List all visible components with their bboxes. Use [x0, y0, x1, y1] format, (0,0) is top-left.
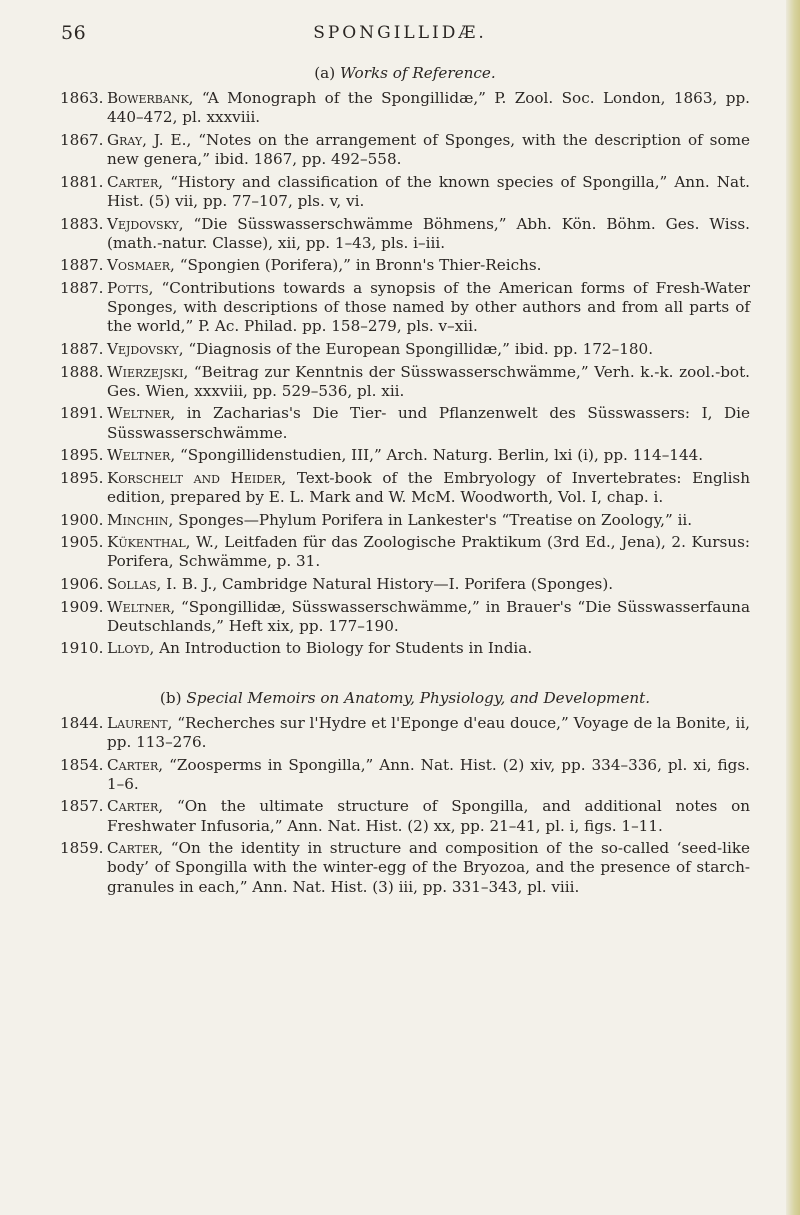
reference-entry [60, 839, 750, 897]
reference-entry [60, 797, 750, 835]
reference-author: Carter, [107, 839, 164, 858]
reference-author: Vosmaer, [107, 256, 175, 275]
section-heading-works-of-reference [60, 64, 750, 83]
reference-text: “Contributions towards a synopsis of the American forms of Fresh-Water Sponges, with descriptions of those named by other authors and from all parts of the world,” P. Ac. Philad. pp. 158–279, pls. v–xii. [107, 278, 751, 336]
reference-author: Korschelt and Heider, [107, 468, 287, 487]
reference-entry [60, 340, 750, 359]
page-number: 56 [61, 22, 87, 44]
reference-entry [60, 173, 750, 211]
reference-text: Leitfaden für das Zoologische Praktikum (3rd Ed., Jena), 2. Kursus: Porifera, Schwämme, p. 31. [107, 533, 751, 571]
reference-year: 1887. [60, 256, 104, 275]
reference-entry [60, 511, 750, 530]
reference-year: 1887. [60, 339, 104, 358]
reference-author: Vejdovsky, [107, 214, 184, 233]
reference-author: Carter, [107, 755, 164, 774]
reference-author: Minchin, [107, 510, 174, 529]
reference-author: Gray, J. E., [107, 131, 192, 149]
reference-text: “Notes on the arrangement of Sponges, with the description of some new genera,” ibid. 1867, pp. 492–558. [107, 131, 751, 169]
reference-entry [60, 639, 750, 658]
reference-text: “Diagnosis of the European Spongillidæ,” ibid. pp. 172–180. [188, 339, 654, 358]
reference-entry [60, 714, 750, 752]
reference-author: Weltner, [107, 404, 176, 423]
reference-year: 1888. [60, 362, 104, 381]
reference-entry [60, 469, 750, 507]
reference-year: 1857. [60, 797, 104, 816]
reference-list-memoirs [60, 714, 750, 897]
reference-entry [60, 404, 750, 442]
reference-text: Cambridge Natural History—I. Porifera (Sponges). [222, 574, 614, 593]
reference-text: “Zoosperms in Spongilla,” Ann. Nat. Hist. (2) xiv, pp. 334–336, pl. xi, figs. 1–6. [107, 755, 751, 793]
reference-author: Vejdovsky, [107, 339, 184, 358]
reference-text: in Zacharias's Die Tier- und Pflanzenwelt des Süsswassers: I, Die Süsswasserschwämme. [107, 404, 751, 442]
reference-text: “Spongillidenstudien, III,” Arch. Naturg. Berlin, lxi (i), pp. 114–144. [179, 446, 704, 465]
reference-entry [60, 279, 750, 337]
reference-year: 1887. [60, 278, 104, 297]
reference-text: “On the ultimate structure of Spongilla, and additional notes on Freshwater Infusoria,” Ann. Nat. Hist. (2) xx, pp. 21–41, pl. i, figs. 1–11. [107, 797, 751, 835]
section-title: Special Memoirs on Anatomy, Physiology, and Development. [186, 688, 651, 707]
reference-entry [60, 756, 750, 794]
reference-entry [60, 575, 750, 594]
reference-author: Weltner, [107, 446, 176, 465]
reference-author: Sollas, I. B. J., [107, 574, 218, 593]
reference-text: “Beitrag zur Kenntnis der Süsswasserschwämme,” Verh. k.-k. zool.-bot. Ges. Wien, xxxviii, pp. 529–536, pl. xii. [107, 362, 751, 400]
running-title: SPONGILLIDÆ. [313, 23, 487, 43]
reference-author: Laurent, [107, 713, 173, 732]
section-title: Works of Reference. [339, 64, 496, 82]
section-heading-special-memoirs [60, 689, 750, 708]
reference-author: Potts, [107, 278, 154, 297]
reference-year: 1891. [60, 404, 104, 423]
reference-entry [60, 598, 750, 636]
reference-year: 1900. [60, 510, 104, 529]
reference-year: 1910. [60, 639, 104, 658]
section-letter: (b) [159, 688, 182, 707]
page-edge [786, 0, 800, 1215]
reference-author: Kükenthal, W., [107, 533, 219, 552]
reference-author: Wierzejski, [107, 362, 189, 381]
reference-text: An Introduction to Biology for Students in India. [159, 639, 533, 658]
reference-year: 1859. [60, 839, 104, 858]
reference-text: Text-book of the Embryology of Invertebrates: English edition, prepared by E. L. Mark and W. McM. Woodworth, Vol. I, chap. i. [107, 468, 751, 506]
reference-year: 1854. [60, 755, 104, 774]
reference-entry [60, 533, 750, 571]
reference-author: Carter, [107, 797, 164, 816]
reference-year: 1883. [60, 214, 104, 233]
reference-text: “Spongien (Porifera),” in Bronn's Thier-Reichs. [179, 256, 542, 275]
reference-text: Sponges—Phylum Porifera in Lankester's “Treatise on Zoology,” ii. [178, 510, 693, 529]
page-content [60, 64, 750, 900]
reference-text: “History and classification of the known species of Spongilla,” Ann. Nat. Hist. (5) vii, pp. 77–107, pls. v, vi. [107, 172, 751, 210]
reference-author: Carter, [107, 172, 164, 191]
reference-text: “A Monograph of the Spongillidæ,” P. Zool. Soc. London, 1863, pp. 440–472, pl. xxxviii. [107, 89, 751, 127]
reference-year: 1906. [60, 574, 104, 593]
reference-entry [60, 256, 750, 275]
reference-year: 1844. [60, 713, 104, 732]
reference-list-works [60, 89, 750, 658]
page-header [0, 22, 800, 48]
reference-author: Bowerbank, [107, 89, 194, 108]
reference-year: 1909. [60, 597, 104, 616]
reference-author: Weltner, [107, 597, 176, 616]
reference-text: “Recherches sur l'Hydre et l'Eponge d'eau douce,” Voyage de la Bonite, ii, pp. 113–276. [107, 713, 751, 751]
reference-text: “Die Süsswasserschwämme Böhmens,” Abh. Kön. Böhm. Ges. Wiss. (math.-natur. Classe), xii, pp. 1–43, pls. i–iii. [107, 214, 751, 252]
reference-entry [60, 446, 750, 465]
reference-year: 1867. [60, 131, 104, 149]
reference-year: 1895. [60, 468, 104, 487]
reference-year: 1881. [60, 172, 104, 191]
reference-year: 1905. [60, 533, 104, 552]
section-letter: (a) [314, 64, 336, 82]
reference-text: “Spongillidæ, Süsswasserschwämme,” in Brauer's “Die Süsswasserfauna Deutschlands,” Heft xix, pp. 177–190. [107, 597, 750, 635]
reference-author: Lloyd, [107, 639, 155, 658]
reference-entry [60, 215, 750, 253]
reference-entry [60, 89, 750, 127]
reference-year: 1895. [60, 446, 104, 465]
reference-text: “On the identity in structure and composition of the so-called ‘seed-like body’ of Spongilla with the winter-egg of the Bryozoa, and the presence of starch-granules in each,” Ann. Nat. Hist. (3) iii, pp. 331–343, pl. viii. [107, 839, 751, 896]
reference-entry [60, 131, 750, 169]
reference-entry [60, 363, 750, 401]
reference-year: 1863. [60, 89, 104, 108]
